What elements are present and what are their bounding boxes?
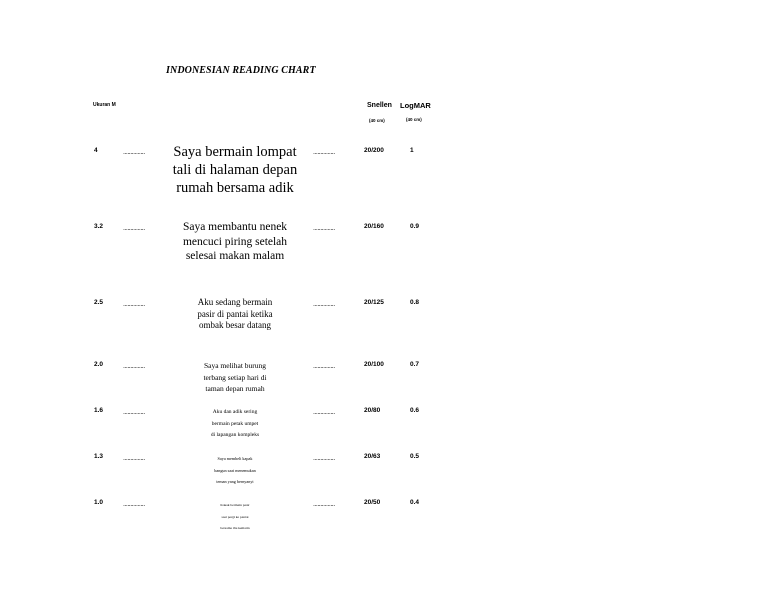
row-size: 2.0 <box>94 361 104 368</box>
sentence-line: ombak besar datang <box>199 320 271 330</box>
row-snellen: 20/160 <box>364 223 384 230</box>
row-sentence <box>150 453 320 488</box>
row-logmar: 0.7 <box>410 361 420 368</box>
row-sentence <box>150 220 320 264</box>
row-logmar: 0.5 <box>410 453 420 460</box>
sentence-line: Kakak bermain pasir <box>220 503 250 507</box>
row-logmar: 0.9 <box>410 223 420 230</box>
sentence-line: bermain petak umpet <box>211 420 259 427</box>
row-snellen: 20/200 <box>364 147 384 154</box>
row-dots-right: ............... <box>313 409 335 416</box>
sentence-line: Aku dan adik sering <box>212 409 258 415</box>
row-logmar: 0.8 <box>410 299 420 306</box>
header-snellen: Snellen <box>367 102 392 109</box>
row-dots-right: ............... <box>313 363 335 370</box>
row-dots-left: ............... <box>123 409 145 416</box>
sentence-line: taman depan rumah <box>205 384 265 393</box>
sentence-line: pasir di pantai ketika <box>197 308 273 319</box>
sentence-line: Saya bermain lompat <box>173 144 297 160</box>
sentence-line: bangun saat menemukan <box>214 467 256 473</box>
row-size: 1.0 <box>94 499 104 506</box>
row-size: 1.3 <box>94 453 104 460</box>
sentence-line: terbang setiap hari di <box>203 372 267 382</box>
row-size: 2.5 <box>94 299 104 306</box>
row-sentence <box>150 143 320 197</box>
header-ukuran: Ukuran M <box>93 102 116 108</box>
sentence-line: Saya membantu nenek <box>182 221 288 233</box>
sentence-line: tali di halaman depan <box>172 162 298 178</box>
row-dots-right: ............... <box>313 225 335 232</box>
sentence-line: saat pergi ke pantai <box>221 514 249 519</box>
row-logmar: 0.4 <box>410 499 420 506</box>
row-snellen: 20/63 <box>364 453 381 460</box>
row-sentence <box>150 500 320 535</box>
chart-title: INDONESIAN READING CHART <box>166 65 316 76</box>
row-dots-left: ............... <box>123 363 145 370</box>
sentence-line: Saya membeli kapak <box>217 456 253 461</box>
row-sentence <box>150 407 320 442</box>
row-snellen: 20/100 <box>364 361 384 368</box>
row-logmar: 0.6 <box>410 407 420 414</box>
row-dots-left: ............... <box>123 301 145 308</box>
row-size: 3.2 <box>94 223 104 230</box>
row-dots-right: ............... <box>313 501 335 508</box>
row-size: 1.6 <box>94 407 104 414</box>
row-dots-left: ............... <box>123 225 145 232</box>
row-dots-left: ............... <box>123 455 145 462</box>
row-sentence <box>150 297 320 332</box>
row-dots-left: ............... <box>123 149 145 156</box>
header-snellen-distance: (40 cm) <box>369 118 385 123</box>
row-sentence <box>150 360 320 395</box>
row-dots-right: ............... <box>313 455 335 462</box>
sentence-line: di lapangan kompleks <box>210 432 260 438</box>
sentence-line: bersama ibu kemarin <box>220 526 250 530</box>
sentence-line: Saya melihat burung <box>203 361 267 370</box>
row-dots-right: ............... <box>313 149 335 156</box>
row-logmar: 1 <box>410 147 414 154</box>
row-snellen: 20/80 <box>364 407 381 414</box>
header-logmar-distance: (40 cm) <box>406 117 422 122</box>
row-snellen: 20/50 <box>364 499 381 506</box>
sentence-line: teman yang bernyanyi <box>216 479 254 484</box>
sentence-line: rumah bersama adik <box>176 180 294 196</box>
row-dots-right: ............... <box>313 301 335 308</box>
sentence-line: selesai makan malam <box>185 250 285 262</box>
row-size: 4 <box>94 147 98 154</box>
header-logmar: LogMAR <box>400 101 431 110</box>
sentence-line: Aku sedang bermain <box>197 297 273 307</box>
row-dots-left: ............... <box>123 501 145 508</box>
sentence-line: mencuci piring setelah <box>182 235 288 248</box>
row-snellen: 20/125 <box>364 299 384 306</box>
